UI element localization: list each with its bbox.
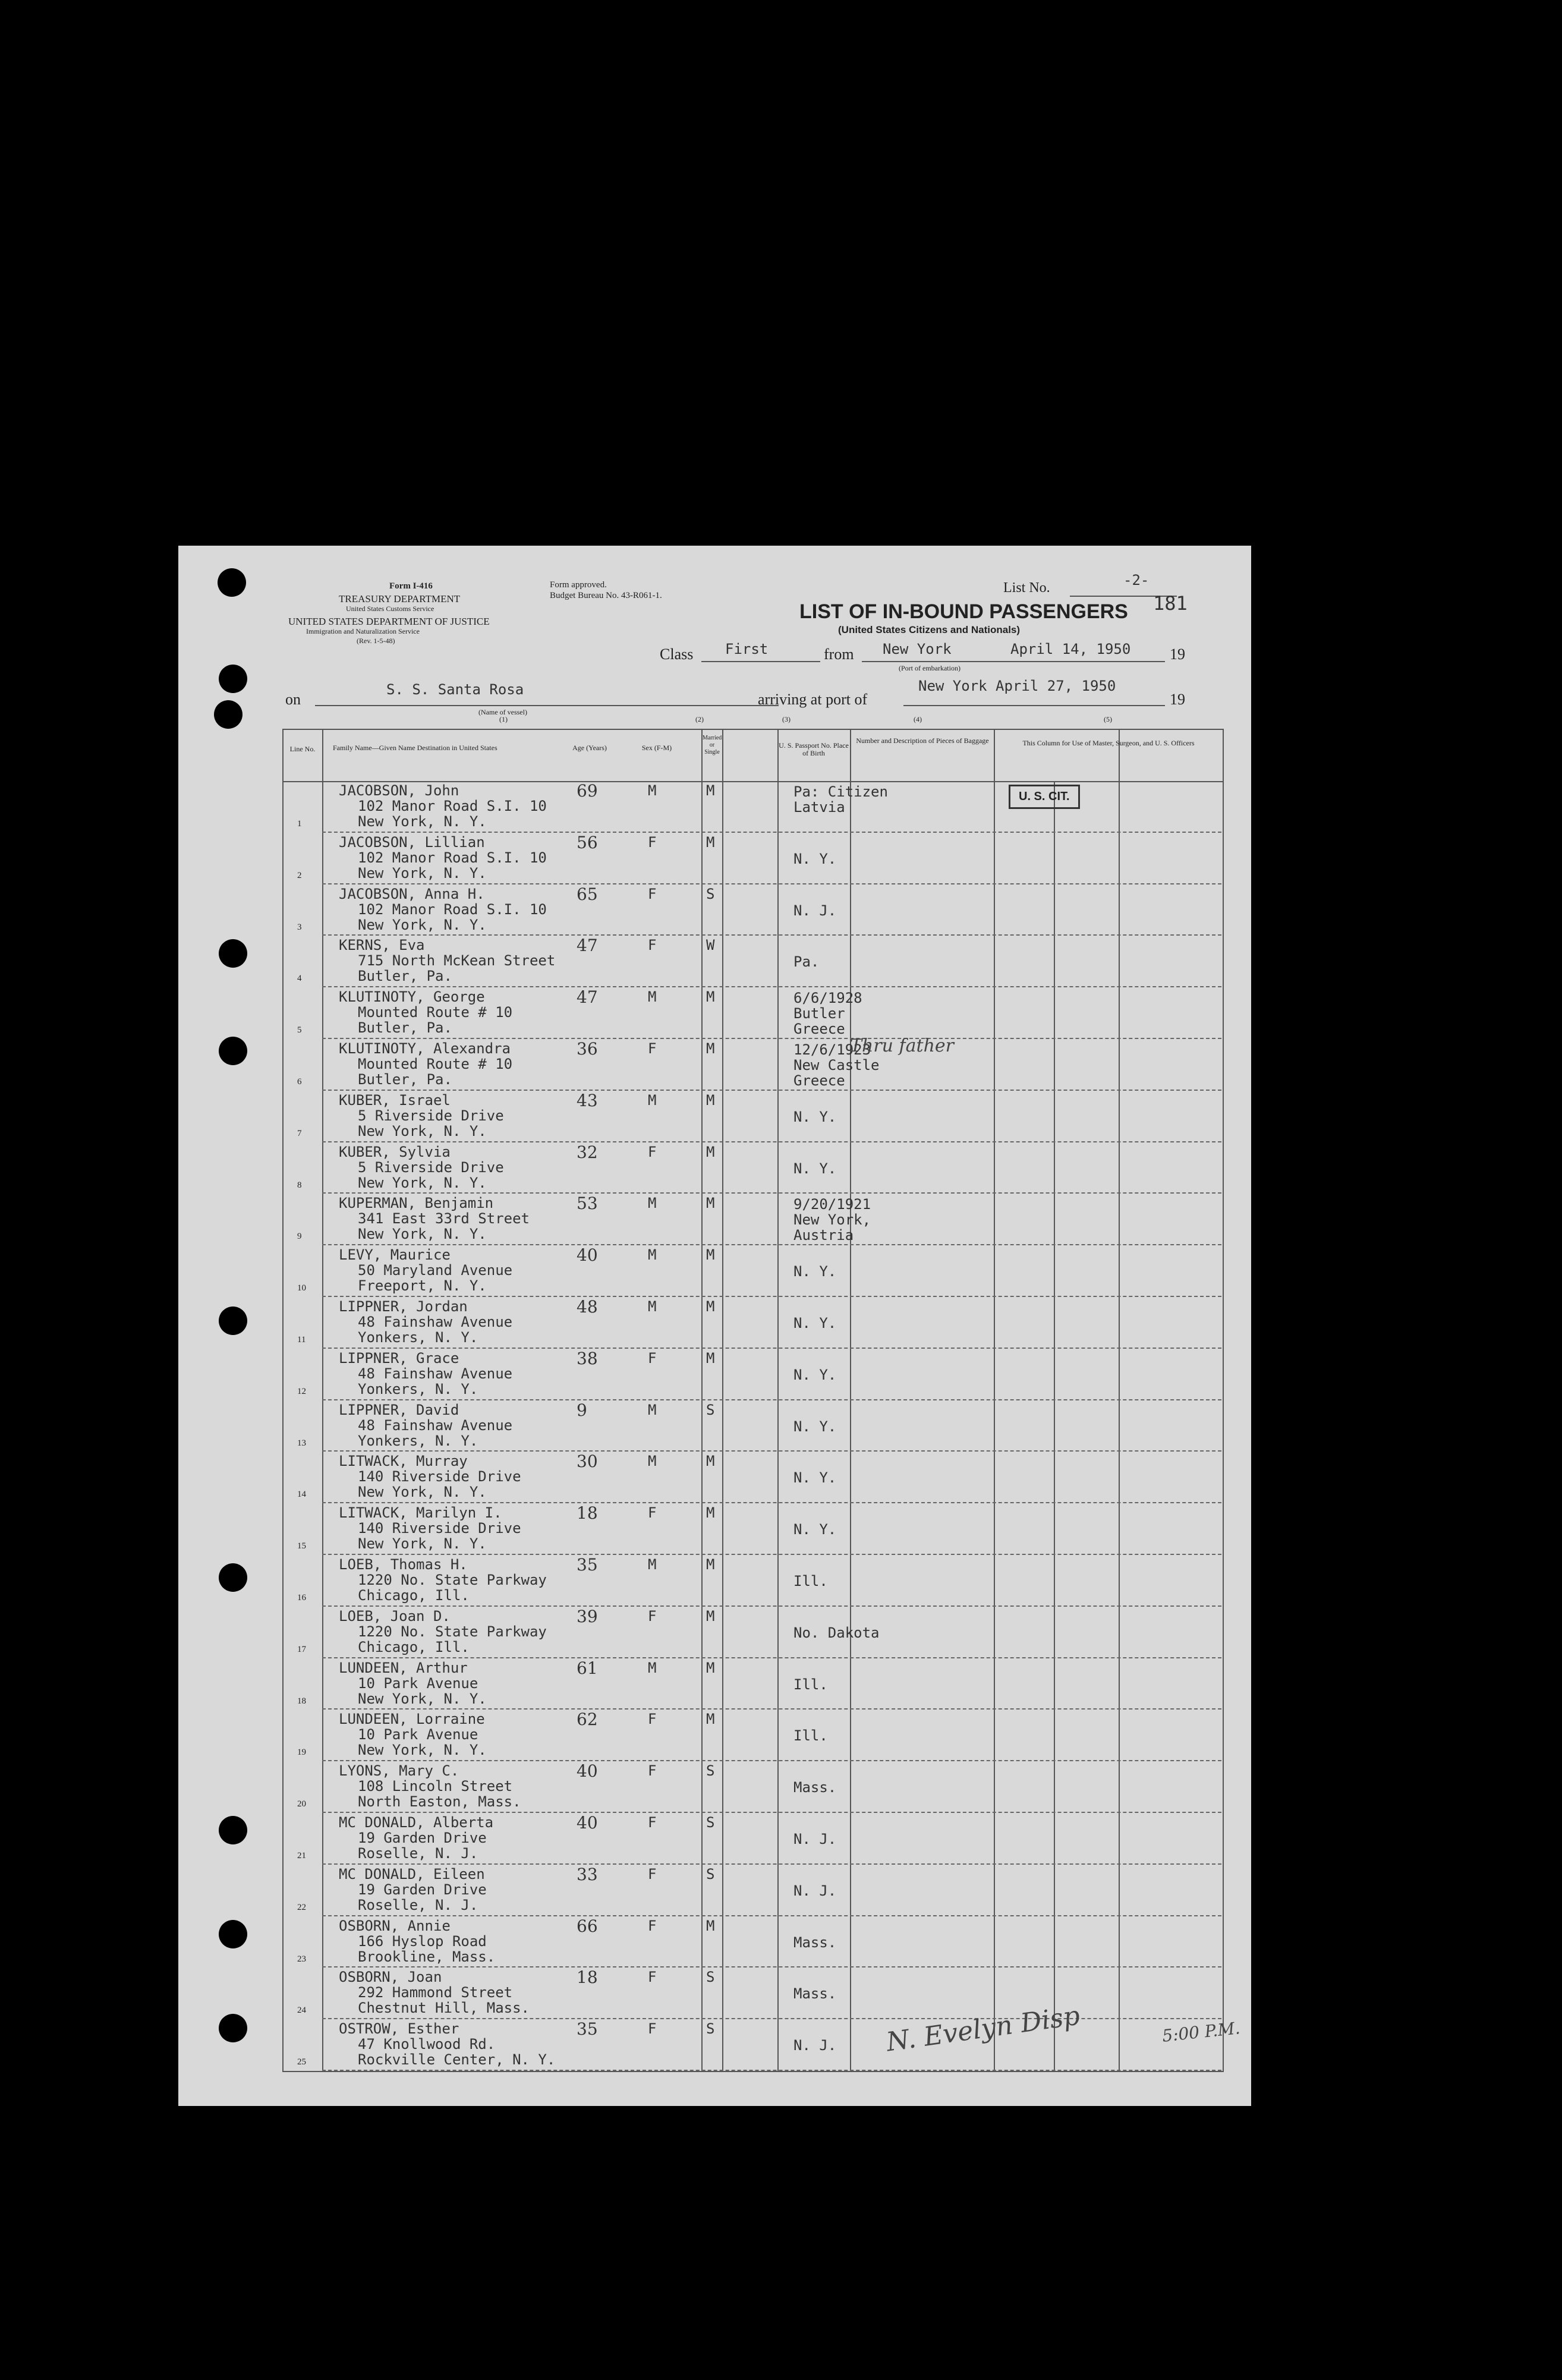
line-number: 6 bbox=[297, 1077, 302, 1087]
destination-street: 1220 No. State Parkway bbox=[358, 1623, 547, 1640]
on-label: on bbox=[285, 691, 301, 708]
sex: F bbox=[648, 1040, 657, 1057]
arriving-label: arriving at port of bbox=[758, 691, 868, 708]
place-of-birth: Butler bbox=[793, 1005, 845, 1022]
place-of-birth: New York, bbox=[793, 1211, 871, 1229]
line-number: 12 bbox=[297, 1386, 306, 1396]
place-of-birth: N. J. bbox=[793, 2037, 837, 2054]
place-of-birth: Ill. bbox=[793, 1727, 828, 1745]
table-row bbox=[178, 1607, 1251, 1658]
table-row bbox=[178, 1297, 1251, 1349]
col-header-passport: U. S. Passport No. Place of Birth bbox=[779, 741, 849, 757]
form-approved: Form approved. bbox=[550, 580, 607, 590]
place-of-birth: N. J. bbox=[793, 902, 837, 919]
col-num-5: (5) bbox=[1104, 715, 1112, 723]
place-of-birth: N. Y. bbox=[793, 1418, 837, 1435]
marital-status: M bbox=[706, 1143, 715, 1160]
line-number: 24 bbox=[297, 2006, 306, 2016]
marital-status: M bbox=[706, 1556, 715, 1573]
marital-status: M bbox=[706, 1246, 715, 1264]
table-row bbox=[178, 1400, 1251, 1452]
place-of-birth: Mass. bbox=[793, 1779, 837, 1796]
place-of-birth: Ill. bbox=[793, 1676, 828, 1693]
passport-line-1: 9/20/1921 bbox=[793, 1196, 871, 1213]
place-of-birth: N. Y. bbox=[793, 1366, 837, 1383]
passenger-name: LIPPNER, Grace bbox=[339, 1349, 459, 1367]
marital-status: S bbox=[706, 2020, 715, 2038]
age: 39 bbox=[577, 1606, 598, 1626]
class-label: Class bbox=[660, 646, 694, 663]
place-of-birth: New Castle bbox=[793, 1057, 880, 1073]
table-row bbox=[178, 1761, 1251, 1813]
list-number: 181 bbox=[1153, 592, 1188, 615]
destination-city: Roselle, N. J. bbox=[358, 1896, 478, 1913]
passenger-name: LUNDEEN, Lorraine bbox=[339, 1711, 485, 1728]
punch-hole bbox=[214, 700, 243, 729]
marital-status: M bbox=[706, 1195, 715, 1212]
destination-city: New York, N. Y. bbox=[358, 1535, 487, 1553]
col-header-baggage: Number and Description of Pieces of Baggage bbox=[856, 736, 989, 745]
marital-status: S bbox=[706, 885, 715, 902]
passenger-name: LIPPNER, David bbox=[339, 1401, 459, 1418]
age: 47 bbox=[577, 936, 598, 956]
table-row bbox=[178, 1813, 1251, 1865]
punch-hole bbox=[219, 665, 247, 693]
vessel-caption: (Name of vessel) bbox=[478, 708, 527, 716]
age: 69 bbox=[577, 781, 598, 801]
destination-city: Chicago, Ill. bbox=[358, 1638, 470, 1655]
passenger-name: KLUTINOTY, Alexandra bbox=[339, 1040, 511, 1057]
line-number: 7 bbox=[297, 1128, 302, 1138]
age: 40 bbox=[577, 1813, 598, 1833]
line-number: 22 bbox=[297, 1902, 306, 1912]
destination-city: Yonkers, N. Y. bbox=[358, 1380, 478, 1397]
line-number: 8 bbox=[297, 1180, 302, 1190]
destination-city: New York, N. Y. bbox=[358, 1484, 487, 1501]
age: 48 bbox=[577, 1297, 598, 1317]
departure-date: April 14, 1950 bbox=[1010, 641, 1131, 657]
page-subtitle: (United States Citizens and Nationals) bbox=[838, 624, 1021, 635]
destination-city: New York, N. Y. bbox=[358, 1742, 487, 1759]
destination-street: 48 Fainshaw Avenue bbox=[358, 1416, 513, 1434]
place-of-birth: N. Y. bbox=[793, 1521, 837, 1538]
place-of-birth: N. J. bbox=[793, 1831, 837, 1847]
sex: M bbox=[648, 1298, 657, 1315]
passenger-name: JACOBSON, Lillian bbox=[339, 833, 485, 851]
table-row bbox=[178, 1658, 1251, 1710]
line-number: 10 bbox=[297, 1283, 306, 1293]
sex: F bbox=[648, 1607, 657, 1625]
line-number: 4 bbox=[297, 974, 302, 984]
treasury-dept: TREASURY DEPARTMENT bbox=[339, 593, 461, 605]
age: 47 bbox=[577, 987, 598, 1008]
col-header-name: Family Name—Given Name Destination in United States bbox=[333, 744, 497, 752]
destination-city: New York, N. Y. bbox=[358, 1122, 487, 1139]
ins: Immigration and Naturalization Service bbox=[306, 627, 420, 635]
age: 35 bbox=[577, 2019, 598, 2039]
table-row bbox=[178, 1916, 1251, 1968]
col-num-2: (2) bbox=[695, 715, 704, 723]
line-number: 17 bbox=[297, 1644, 306, 1654]
page-title: LIST OF IN-BOUND PASSENGERS bbox=[799, 600, 1128, 623]
col-num-1: (1) bbox=[499, 715, 508, 723]
marital-status: M bbox=[706, 1453, 715, 1470]
place-of-birth: Mass. bbox=[793, 1985, 837, 2003]
line-number: 21 bbox=[297, 1851, 306, 1860]
destination-city: Yonkers, N. Y. bbox=[358, 1329, 478, 1346]
age: 9 bbox=[577, 1400, 587, 1420]
line-number: 9 bbox=[297, 1232, 302, 1242]
passenger-name: LUNDEEN, Arthur bbox=[339, 1659, 468, 1676]
place-of-birth: N. Y. bbox=[793, 1315, 837, 1331]
sex: F bbox=[648, 937, 657, 954]
col-header-line-no: Line No. bbox=[289, 745, 316, 753]
sex: F bbox=[648, 2020, 657, 2038]
passenger-name: LOEB, Thomas H. bbox=[339, 1556, 468, 1573]
age: 40 bbox=[577, 1761, 598, 1781]
margin-note: Thru father bbox=[850, 1035, 954, 1056]
manifest-page bbox=[178, 546, 1251, 2106]
punch-hole bbox=[218, 568, 246, 597]
passenger-name: LITWACK, Marilyn I. bbox=[339, 1504, 502, 1522]
line-number: 3 bbox=[297, 922, 302, 932]
year-prefix-2: 19 bbox=[1170, 691, 1185, 708]
inspection-time: 5:00 P.M. bbox=[1161, 2018, 1241, 2046]
table-row bbox=[178, 1555, 1251, 1607]
marital-status: M bbox=[706, 1659, 715, 1676]
marital-status: M bbox=[706, 1298, 715, 1315]
destination-street: 102 Manor Road S.I. 10 bbox=[358, 901, 547, 918]
destination-street: 166 Hyslop Road bbox=[358, 1932, 487, 1950]
age: 32 bbox=[577, 1142, 598, 1162]
class-value: First bbox=[725, 641, 769, 657]
sex: M bbox=[648, 988, 657, 1006]
table-row bbox=[178, 936, 1251, 987]
destination-street: 140 Riverside Drive bbox=[358, 1520, 521, 1537]
sex: M bbox=[648, 1659, 657, 1676]
marital-status: M bbox=[706, 1504, 715, 1522]
table-row bbox=[178, 1039, 1251, 1091]
marital-status: M bbox=[706, 988, 715, 1006]
sex: M bbox=[648, 1246, 657, 1264]
passenger-name: KERNS, Eva bbox=[339, 937, 425, 954]
line-number: 11 bbox=[297, 1335, 306, 1345]
destination-street: 140 Riverside Drive bbox=[358, 1468, 521, 1485]
destination-street: 715 North McKean Street bbox=[358, 952, 556, 969]
table-row bbox=[178, 1194, 1251, 1245]
justice-dept: UNITED STATES DEPARTMENT OF JUSTICE bbox=[288, 616, 490, 627]
list-sheet: -2- bbox=[1123, 572, 1150, 588]
destination-street: 102 Manor Road S.I. 10 bbox=[358, 849, 547, 866]
line-number: 2 bbox=[297, 870, 302, 880]
row-divider bbox=[322, 2070, 1221, 2071]
destination-street: 50 Maryland Avenue bbox=[358, 1262, 513, 1279]
col-header-sex: Sex (F-M) bbox=[641, 744, 672, 752]
age: 18 bbox=[577, 1967, 598, 1988]
passenger-rows bbox=[178, 781, 1251, 2071]
passenger-name: LITWACK, Murray bbox=[339, 1453, 468, 1470]
passport-line-1: 6/6/1928 bbox=[793, 990, 862, 1007]
age: 65 bbox=[577, 884, 598, 904]
birth-country: Greece bbox=[793, 1072, 845, 1089]
table-row bbox=[178, 884, 1251, 936]
line-number: 20 bbox=[297, 1799, 306, 1809]
passenger-name: KLUTINOTY, George bbox=[339, 988, 485, 1006]
age: 35 bbox=[577, 1555, 598, 1575]
age: 43 bbox=[577, 1090, 598, 1110]
birth-country: Austria bbox=[793, 1227, 854, 1244]
passenger-name: OSTROW, Esther bbox=[339, 2020, 459, 2038]
destination-city: New York, N. Y. bbox=[358, 813, 487, 830]
place-of-birth: N. Y. bbox=[793, 1108, 837, 1125]
place-of-birth: No. Dakota bbox=[793, 1624, 880, 1641]
passenger-name: LYONS, Mary C. bbox=[339, 1762, 459, 1780]
col-num-3: (3) bbox=[782, 715, 791, 723]
table-row bbox=[178, 1710, 1251, 1761]
year-prefix: 19 bbox=[1170, 646, 1185, 663]
sex: F bbox=[648, 1762, 657, 1780]
passenger-name: MC DONALD, Eileen bbox=[339, 1865, 485, 1882]
table-row bbox=[178, 1349, 1251, 1400]
revision: (Rev. 1-5-48) bbox=[357, 637, 395, 645]
destination-street: 5 Riverside Drive bbox=[358, 1107, 504, 1124]
destination-street: 19 Garden Drive bbox=[358, 1830, 487, 1846]
destination-city: New York, N. Y. bbox=[358, 1226, 487, 1243]
marital-status: S bbox=[706, 1762, 715, 1780]
age: 30 bbox=[577, 1452, 598, 1472]
sex: F bbox=[648, 833, 657, 851]
col-header-officers: This Column for Use of Master, Surgeon, and U. S. Officers bbox=[1022, 739, 1195, 747]
table-row bbox=[178, 1245, 1251, 1297]
passenger-name: LIPPNER, Jordan bbox=[339, 1298, 468, 1315]
destination-city: Chestnut Hill, Mass. bbox=[358, 2000, 530, 2017]
place-of-birth: Pa. bbox=[793, 953, 820, 971]
destination-street: 341 East 33rd Street bbox=[358, 1210, 530, 1227]
table-row bbox=[178, 781, 1251, 833]
destination-city: Brookline, Mass. bbox=[358, 1948, 496, 1965]
line-number: 25 bbox=[297, 2057, 306, 2067]
destination-city: North Easton, Mass. bbox=[358, 1793, 521, 1811]
sex: M bbox=[648, 1195, 657, 1212]
destination-street: 102 Manor Road S.I. 10 bbox=[358, 798, 547, 814]
table-row bbox=[178, 1503, 1251, 1555]
line-number: 15 bbox=[297, 1541, 306, 1551]
destination-city: Rockville Center, N. Y. bbox=[358, 2051, 556, 2069]
customs-service: United States Customs Service bbox=[346, 605, 434, 613]
marital-status: M bbox=[706, 833, 715, 851]
marital-status: M bbox=[706, 1091, 715, 1109]
passenger-name: OSBORN, Joan bbox=[339, 1969, 442, 1986]
table-row bbox=[178, 833, 1251, 884]
marital-status: S bbox=[706, 1814, 715, 1831]
passenger-name: LEVY, Maurice bbox=[339, 1246, 451, 1264]
destination-city: New York, N. Y. bbox=[358, 864, 487, 882]
destination-street: 108 Lincoln Street bbox=[358, 1778, 513, 1795]
list-no-label: List No. bbox=[1003, 580, 1050, 596]
table-row bbox=[178, 1865, 1251, 1916]
col-num-4: (4) bbox=[914, 715, 922, 723]
destination-street: 48 Fainshaw Avenue bbox=[358, 1314, 513, 1330]
destination-city: Butler, Pa. bbox=[358, 968, 452, 985]
marital-status: M bbox=[706, 1040, 715, 1057]
table-row bbox=[178, 1452, 1251, 1503]
from-value: New York bbox=[883, 641, 952, 657]
age: 40 bbox=[577, 1245, 598, 1265]
destination-street: 47 Knollwood Rd. bbox=[358, 2036, 496, 2053]
marital-status: M bbox=[706, 1711, 715, 1728]
destination-street: 5 Riverside Drive bbox=[358, 1158, 504, 1176]
inspector-signature: N. Evelyn Disp bbox=[884, 2000, 1082, 2058]
marital-status: S bbox=[706, 1865, 715, 1882]
marital-status: S bbox=[706, 1401, 715, 1418]
marital-status: M bbox=[706, 1917, 715, 1934]
destination-city: Roselle, N. J. bbox=[358, 1845, 478, 1862]
sex: M bbox=[648, 1556, 657, 1573]
destination-street: 292 Hammond Street bbox=[358, 1984, 513, 2001]
destination-city: Freeport, N. Y. bbox=[358, 1277, 487, 1295]
sex: F bbox=[648, 1814, 657, 1831]
line-number: 23 bbox=[297, 1954, 306, 1964]
vessel-name: S. S. Santa Rosa bbox=[386, 681, 524, 698]
passenger-name: LOEB, Joan D. bbox=[339, 1607, 451, 1625]
age: 62 bbox=[577, 1710, 598, 1730]
form-number: Form I-416 bbox=[389, 581, 433, 591]
sex: F bbox=[648, 1349, 657, 1367]
sex: M bbox=[648, 1091, 657, 1109]
budget-bureau: Budget Bureau No. 43-R061-1. bbox=[550, 591, 662, 600]
passenger-name: JACOBSON, Anna H. bbox=[339, 885, 485, 902]
destination-street: 10 Park Avenue bbox=[358, 1726, 478, 1743]
sex: M bbox=[648, 782, 657, 799]
marital-status: M bbox=[706, 782, 715, 799]
line-number: 18 bbox=[297, 1696, 306, 1706]
marital-status: M bbox=[706, 1349, 715, 1367]
sex: F bbox=[648, 1969, 657, 1986]
age: 66 bbox=[577, 1916, 598, 1936]
table-row bbox=[178, 1142, 1251, 1194]
passenger-name: JACOBSON, John bbox=[339, 782, 459, 799]
destination-street: Mounted Route # 10 bbox=[358, 1004, 513, 1021]
age: 56 bbox=[577, 832, 598, 852]
destination-city: New York, N. Y. bbox=[358, 916, 487, 933]
sex: F bbox=[648, 1865, 657, 1882]
place-of-birth: N. Y. bbox=[793, 1263, 837, 1280]
birth-country: Greece bbox=[793, 1021, 845, 1038]
line-number: 19 bbox=[297, 1748, 306, 1758]
table-row bbox=[178, 987, 1251, 1039]
destination-street: 19 Garden Drive bbox=[358, 1881, 487, 1898]
passport-line-1: Pa: Citizen bbox=[793, 783, 888, 800]
sex: M bbox=[648, 1401, 657, 1418]
line-number: 16 bbox=[297, 1593, 306, 1603]
table-row bbox=[178, 2019, 1251, 2071]
destination-street: 10 Park Avenue bbox=[358, 1674, 478, 1692]
sex: F bbox=[648, 1143, 657, 1160]
place-of-birth: N. Y. bbox=[793, 1469, 837, 1487]
line-number: 5 bbox=[297, 1025, 302, 1035]
destination-street: Mounted Route # 10 bbox=[358, 1056, 513, 1072]
col-header-age: Age (Years) bbox=[572, 744, 607, 752]
passenger-name: MC DONALD, Alberta bbox=[339, 1814, 494, 1831]
line-number: 1 bbox=[297, 819, 302, 829]
port-embark-caption: (Port of embarkation) bbox=[899, 664, 960, 672]
age: 61 bbox=[577, 1658, 598, 1678]
marital-status: W bbox=[706, 937, 715, 954]
sex: F bbox=[648, 885, 657, 902]
us-citizen-stamp: U. S. CIT. bbox=[1009, 785, 1080, 809]
destination-city: Butler, Pa. bbox=[358, 1019, 452, 1037]
sex: M bbox=[648, 1453, 657, 1470]
line-number: 13 bbox=[297, 1438, 306, 1448]
destination-street: 1220 No. State Parkway bbox=[358, 1572, 547, 1588]
passenger-name: OSBORN, Annie bbox=[339, 1917, 451, 1934]
table-row bbox=[178, 1091, 1251, 1142]
age: 38 bbox=[577, 1348, 598, 1368]
destination-city: New York, N. Y. bbox=[358, 1690, 487, 1707]
sex: F bbox=[648, 1711, 657, 1728]
place-of-birth: Ill. bbox=[793, 1573, 828, 1589]
sex: F bbox=[648, 1917, 657, 1934]
destination-city: Yonkers, N. Y. bbox=[358, 1432, 478, 1449]
marital-status: S bbox=[706, 1969, 715, 1986]
destination-street: 48 Fainshaw Avenue bbox=[358, 1365, 513, 1382]
destination-city: New York, N. Y. bbox=[358, 1174, 487, 1191]
sex: F bbox=[648, 1504, 657, 1522]
age: 33 bbox=[577, 1864, 598, 1884]
passenger-name: KUBER, Sylvia bbox=[339, 1143, 451, 1160]
col-header-married: Married or Single bbox=[703, 735, 722, 755]
arrival-port-date: New York April 27, 1950 bbox=[918, 678, 1116, 694]
passenger-name: KUBER, Israel bbox=[339, 1091, 451, 1109]
place-of-birth: N. J. bbox=[793, 1882, 837, 1899]
passport-line-1: 12/6/1923 bbox=[793, 1041, 871, 1058]
place-of-birth: Mass. bbox=[793, 1934, 837, 1951]
place-of-birth: N. Y. bbox=[793, 850, 837, 867]
line-number: 14 bbox=[297, 1490, 306, 1500]
place-of-birth: Latvia bbox=[793, 799, 845, 816]
place-of-birth: N. Y. bbox=[793, 1160, 837, 1177]
from-label: from bbox=[824, 646, 854, 663]
table-row bbox=[178, 1967, 1251, 2019]
destination-city: Butler, Pa. bbox=[358, 1071, 452, 1088]
marital-status: M bbox=[706, 1607, 715, 1625]
age: 53 bbox=[577, 1194, 598, 1214]
passenger-name: KUPERMAN, Benjamin bbox=[339, 1195, 494, 1212]
age: 18 bbox=[577, 1503, 598, 1523]
age: 36 bbox=[577, 1039, 598, 1059]
destination-city: Chicago, Ill. bbox=[358, 1587, 470, 1604]
